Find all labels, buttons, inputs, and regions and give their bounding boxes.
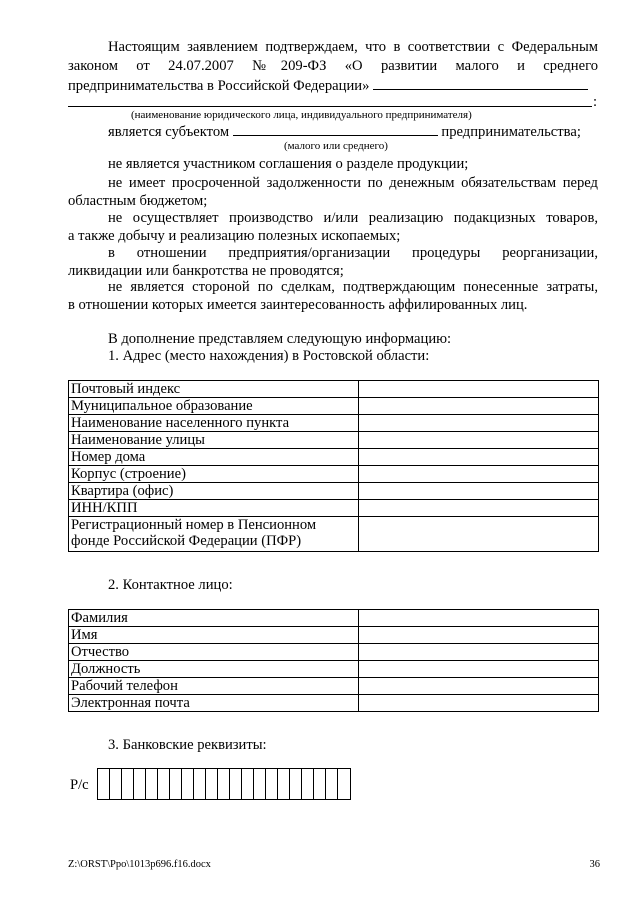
statement-line-1: Настоящим заявлением подтверждаем, что в соответствии с Федеральным <box>108 39 598 55</box>
size-blank <box>233 122 438 136</box>
row-label: Электронная почта <box>69 695 359 712</box>
table-row <box>69 398 599 415</box>
first-name-field[interactable] <box>359 627 599 644</box>
condition-item: а также добычу и реализацию полезных ископаемых; <box>68 228 401 244</box>
municipality-field[interactable] <box>359 398 599 415</box>
table-row <box>69 449 599 466</box>
colon: : <box>593 94 598 110</box>
inn-kpp-field[interactable] <box>359 500 599 517</box>
condition-item: не имеет просроченной задолженности по денежным обязательствам перед <box>108 175 598 191</box>
row-label: Корпус (строение) <box>69 466 359 483</box>
subject-line: является субъектом предпринимательства; <box>108 124 581 140</box>
table-row <box>69 432 599 449</box>
apartment-field[interactable] <box>359 483 599 500</box>
account-label: Р/с <box>70 777 89 793</box>
row-label: Наименование населенного пункта <box>69 415 359 432</box>
settlement-field[interactable] <box>359 415 599 432</box>
statement-line-3: предпринимательства в Российской Федерации» <box>68 76 598 95</box>
table-row <box>69 644 599 661</box>
condition-item: не является участником соглашения о разделе продукции; <box>108 156 469 172</box>
email-field[interactable] <box>359 695 599 712</box>
table-row <box>69 415 599 432</box>
condition-item: в отношении которых имеется заинтересованность аффилированных лиц. <box>68 297 528 313</box>
row-label: Муниципальное образование <box>69 398 359 415</box>
additional-intro: В дополнение представляем следующую информацию: <box>108 331 452 347</box>
table-row <box>69 466 599 483</box>
row-label: Должность <box>69 661 359 678</box>
row-label: Наименование улицы <box>69 432 359 449</box>
table-row <box>69 517 599 552</box>
street-field[interactable] <box>359 432 599 449</box>
account-number-cells[interactable] <box>97 768 351 800</box>
table-row <box>69 381 599 398</box>
table-row <box>69 500 599 517</box>
name-caption: (наименование юридического лица, индивидуального предпринимателя) <box>131 109 472 121</box>
row-label: Имя <box>69 627 359 644</box>
page-number: 36 <box>589 859 600 870</box>
law-blank <box>373 76 588 90</box>
row-label: Отчество <box>69 644 359 661</box>
row-label: Фамилия <box>69 610 359 627</box>
row-label: Почтовый индекс <box>69 381 359 398</box>
address-table <box>68 380 599 552</box>
table-row <box>69 661 599 678</box>
house-number-field[interactable] <box>359 449 599 466</box>
row-label: ИНН/КПП <box>69 500 359 517</box>
size-caption: (малого или среднего) <box>284 140 388 152</box>
statement-line-2: законом от 24.07.2007 №209-ФЗ «О развитии малого и среднего <box>68 58 598 74</box>
postal-code-field[interactable] <box>359 381 599 398</box>
building-field[interactable] <box>359 466 599 483</box>
condition-item: ликвидации или банкротства не проводятся; <box>68 263 344 279</box>
name-blank-line <box>68 106 592 107</box>
pfr-number-field[interactable] <box>359 517 599 552</box>
condition-item: не осуществляет производство и/или реализацию подакцизных товаров, <box>108 210 598 226</box>
patronymic-field[interactable] <box>359 644 599 661</box>
surname-field[interactable] <box>359 610 599 627</box>
table-row <box>69 483 599 500</box>
condition-item: в отношении предприятия/организации процедуры реорганизации, <box>108 245 598 261</box>
table-row <box>69 695 599 712</box>
footer-file-path: Z:\ORST\Ppo\1013p696.f16.docx <box>68 859 211 870</box>
address-heading: 1. Адрес (место нахождения) в Ростовской области: <box>108 348 430 364</box>
position-field[interactable] <box>359 661 599 678</box>
condition-item: областным бюджетом; <box>68 193 208 209</box>
table-row <box>69 627 599 644</box>
contact-heading: 2. Контактное лицо: <box>108 577 233 593</box>
row-label: Номер дома <box>69 449 359 466</box>
contact-table <box>68 609 599 712</box>
row-label: Квартира (офис) <box>69 483 359 500</box>
table-row <box>69 678 599 695</box>
row-label: Рабочий телефон <box>69 678 359 695</box>
condition-item: не является стороной по сделкам, подтверждающим понесенные затраты, <box>108 279 598 295</box>
work-phone-field[interactable] <box>359 678 599 695</box>
row-label: Регистрационный номер в Пенсионном фонде Российской Федерации (ПФР) <box>69 517 359 552</box>
table-row <box>69 610 599 627</box>
bank-heading: 3. Банковские реквизиты: <box>108 737 267 753</box>
